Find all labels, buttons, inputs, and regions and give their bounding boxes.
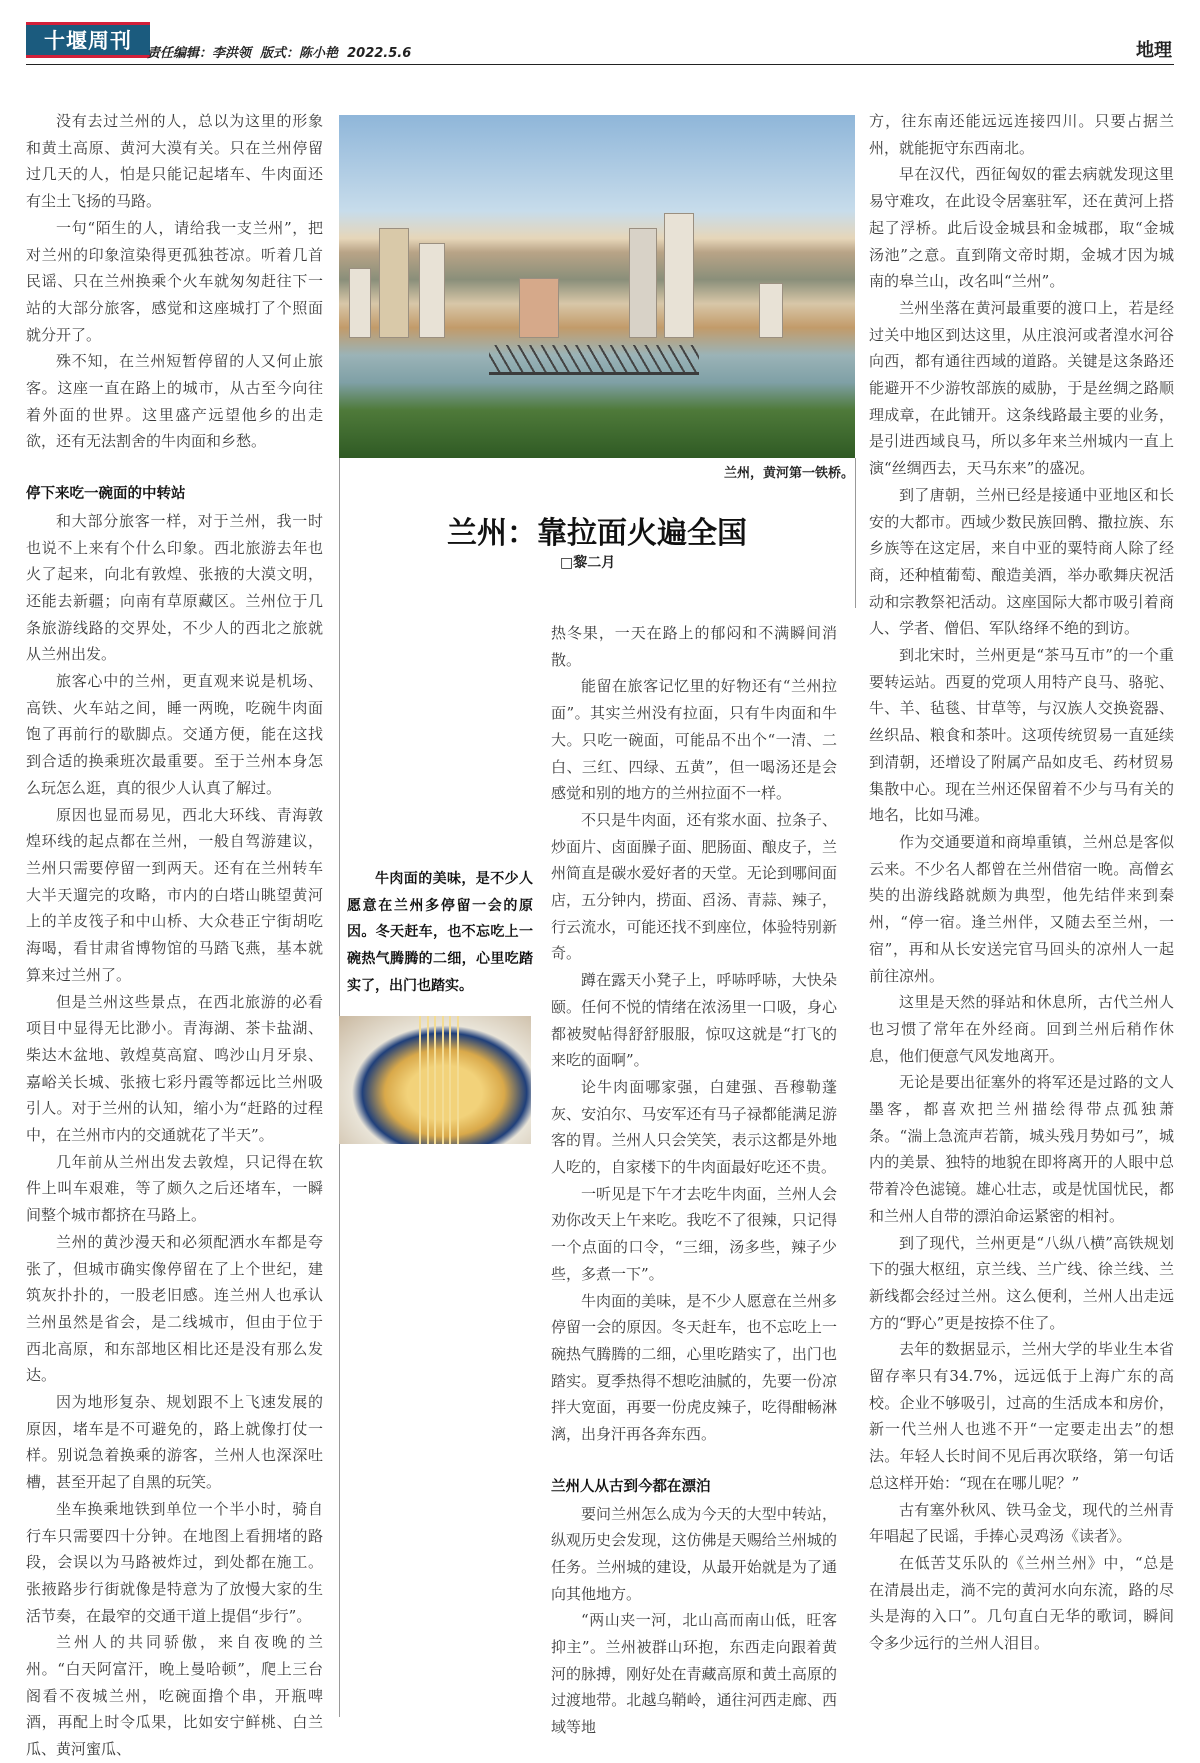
paragraph: 到北宋时，兰州更是“茶马互市”的一个重要转运站。西夏的党项人用特产良马、骆驼、牛、羊、毡毯、甘草等，与汉族人交换瓷器、丝织品、粮食和茶叶。这项传统贸易一直延续到清朝，还增设了附属产品如皮毛、药材贸易集散中心。现在兰州还保留着不少与马有关的地名，比如马滩。: [869, 646, 1174, 825]
paragraph: 到了现代，兰州更是“八纵八横”高铁规划下的强大枢纽，京兰线、兰广线、徐兰线、兰新线都会经过兰州。这么便利，兰州人出走远方的“野心”更是按捺不住了。: [869, 1233, 1174, 1332]
paragraph: 方，往东南还能远远连接四川。只要占据兰州，就能扼守东西南北。: [869, 112, 1174, 157]
photo-caption: 兰州，黄河第一铁桥。: [723, 466, 854, 481]
masthead-title: 十堰周刊: [44, 28, 132, 53]
paragraph: 不只是牛肉面，还有浆水面、拉条子、炒面片、卤面臊子面、肥肠面、酿皮子，兰州简直是碳水爱好者的天堂。无论到哪间面店，五分钟内，捞面、舀汤、青蒜、辣子，行云流水，可能还找不到座位，体验特别新奇。: [551, 810, 837, 963]
paragraph: 这里是天然的驿站和休息所，古代兰州人也习惯了常年在外经商。回到兰州后稍作休息，他们便意气风发地离开。: [869, 993, 1174, 1065]
paragraph: 去年的数据显示，兰州大学的毕业生本省留存率只有34.7%，远远低于上海广东的高校。企业不够吸引，过高的生活成本和房价，新一代兰州人也逃不开“一定要走出去”的想法。年轻人长时间不见后再次联络，第一句话总这样开始：“现在在哪儿呢？”: [869, 1340, 1174, 1492]
paragraph: 坐车换乘地铁到单位一个半小时，骑自行车只需要四十分钟。在地图上看拥堵的路段，会误以为马路被炸过，到处都在施工。张掖路步行街就像是特意为了放慢大家的生活节奏，在最窄的交通干道上提倡“步行”。: [26, 1499, 323, 1625]
paragraph: 早在汉代，西征匈奴的霍去病就发现这里易守难攻，在此设令居塞驻军，还在黄河上搭起了浮桥。此后设金城县和金城郡，取“金城汤池”之意。直到隋文帝时期，金城才因为城南的皋兰山，改名叫“兰州”。: [869, 165, 1174, 291]
lanzhou-bridge-photo: [339, 115, 855, 458]
paragraph: 旅客心中的兰州，更直观来说是机场、高铁、火车站之间，睡一两晚，吃碗牛肉面饱了再前行的歇脚点。交通方便，能在这找到合适的换乘班次最重要。至于兰州本身怎么玩怎么逛，真的很少人认真了解过。: [26, 672, 323, 797]
paragraph: 兰州坐落在黄河最重要的渡口上，若是经过关中地区到达这里，从庄浪河或者湟水河谷向西，都有通往西域的道路。关键是这条路还能避开不少游牧部族的威胁，于是丝绸之路顺理成章，在此铺开。这条线路最主要的业务，是引进西域良马，所以多年来兰州城内一直上演“丝绸西去，天马东来”的盛况。: [869, 298, 1174, 478]
paragraph: “两山夹一河，北山高而南山低，旺客抑主”。兰州被群山环抱，东西走向跟着黄河的脉搏，刚好处在青藏高原和黄土高原的过渡地带。北越乌鞘岭，通往河西走廊、西域等地: [551, 1611, 837, 1737]
paragraph: 无论是要出征塞外的将军还是过路的文人墨客，都喜欢把兰州描绘得带点孤独萧条。“湍上急流声若箭，城头残月势如弓”，城内的美景、独特的地貌在即将离开的人眼中总带着冷色滤镜。雄心壮志，或是忧国忧民，都和兰州人自带的漂泊命运紧密的相衬。: [869, 1073, 1174, 1225]
column-left: [26, 108, 323, 1763]
beef-noodle-photo: [339, 1016, 531, 1144]
paragraph: 和大部分旅客一样，对于兰州，我一时也说不上来有个什么印象。西北旅游去年也火了起来，向北有敦煌、张掖的大漠文明，还能去新疆；向南有草原藏区。兰州位于几条旅游线路的交界处，不少人的西北之旅就从兰州出发。: [26, 511, 323, 664]
paragraph: 没有去过兰州的人，总以为这里的形象和黄土高原、黄河大漠有关。只在兰州停留过几天的人，怕是只能记起堵车、牛肉面还有尘土飞扬的马路。: [26, 112, 323, 211]
paragraph: 要问兰州怎么成为今天的大型中转站，纵观历史会发现，这仿佛是天赐给兰州城的任务。兰州城的建设，从最开始就是为了通向其他地方。: [551, 1504, 837, 1603]
paragraph: 兰州的黄沙漫天和必须配洒水车都是夸张了，但城市确实像停留在了上个世纪，建筑灰扑扑的，一股老旧感。连兰州人也承认兰州虽然是省会，是二线城市，但由于位于西北高原，和东部地区相比还是没有那么发达。: [26, 1232, 323, 1385]
byline: □黎二月: [560, 555, 616, 571]
paragraph: 原因也显而易见，西北大环线、青海敦煌环线的起点都在兰州，一般自驾游建议，兰州只需要停留一到两天。还有在兰州转车大半天遛完的攻略，市内的白塔山眺望黄河上的羊皮筏子和中山桥、大众巷正宁街胡吃海喝，看甘肃省博物馆的马踏飞燕，基本就算来过兰州了。: [26, 805, 323, 984]
pull-quote: 牛肉面的美味，是不少人愿意在兰州多停留一会的原因。冬天赶车，也不忘吃上一碗热气腾腾的二细，心里吃踏实了，出门也踏实。: [347, 871, 533, 994]
paragraph: 在低苦艾乐队的《兰州兰州》中，“总是在清晨出走，淌不完的黄河水向东流，路的尽头是海的入口”。几句直白无华的歌词，瞬间令多少远行的兰州人泪目。: [869, 1553, 1174, 1653]
paragraph: 论牛肉面哪家强，白建强、吾穆勒蓬灰、安泊尔、马安军还有马子禄都能满足游客的胃。兰州人只会笑笑，表示这都是外地人吃的，自家楼下的牛肉面最好吃还不贵。: [551, 1077, 837, 1177]
paragraph: 牛肉面的美味，是不少人愿意在兰州多停留一会的原因。冬天赶车，也不忘吃上一碗热气腾腾的二细，心里吃踏实了，出门也踏实。夏季热得不想吃油腻的，先要一份凉拌大宽面，再要一份虎皮辣子，吃得酣畅淋漓，出身汗再各奔东西。: [551, 1291, 837, 1444]
paragraph: 但是兰州这些景点，在西北旅游的必看项目中显得无比渺小。青海湖、茶卡盐湖、柴达木盆地、敦煌莫高窟、鸣沙山月牙泉、嘉峪关长城、张掖七彩丹霞等都远比兰州吸引人。对于兰州的认知，缩小为“赶路的过程中，在兰州市内的交通就花了半天”。: [26, 992, 323, 1145]
editor-credits: 责任编辑：李洪领 版式：陈小艳 2022.5.6: [147, 46, 412, 61]
section-label: 地理: [1136, 40, 1172, 61]
paragraph: 作为交通要道和商埠重镇，兰州总是客似云来。不少名人都曾在兰州借宿一晚。高僧玄奘的出游线路就颇为典型，他先结伴来到秦州，“停一宿。逢兰州伴，又随去至兰州，一宿”，再和从长安送完官马回头的凉州人一起前往凉州。: [869, 832, 1174, 985]
paragraph: 几年前从兰州出发去敦煌，只记得在软件上叫车艰难，等了颇久之后还堵车，一瞬间整个城市都挤在马路上。: [26, 1152, 323, 1225]
article-title: 兰州：靠拉面火遍全国: [447, 516, 747, 551]
paragraph: 能留在旅客记忆里的好物还有“兰州拉面”。其实兰州没有拉面，只有牛肉面和牛大。只吃一碗面，可能品不出个“一清、二白、三红、四绿、五黄”，但一喝汤还是会感觉和别的地方的兰州拉面不一样。: [551, 677, 837, 803]
paragraph: 蹲在露天小凳子上，呼哧呼哧，大快朵颐。任何不悦的情绪在浓汤里一口吸，身心都被熨帖得舒舒服服，惊叹这就是“打飞的来吃的面啊”。: [551, 971, 837, 1070]
column-divider: [855, 458, 856, 608]
paragraph: 古有塞外秋风、铁马金戈，现代的兰州青年唱起了民谣，手捧心灵鸡汤《读者》。: [869, 1500, 1174, 1546]
header-rule: [26, 64, 1174, 65]
column-middle: [551, 620, 837, 1741]
masthead-logo: [26, 22, 150, 58]
paragraph: 一句“陌生的人，请给我一支兰州”，把对兰州的印象渲染得更孤独苍凉。听着几首民谣、只在兰州换乘个火车就匆匆赶往下一站的大部分旅客，感觉和这座城打了个照面就分开了。: [26, 218, 323, 344]
subheading: 停下来吃一碗面的中转站: [26, 486, 186, 503]
paragraph: 兰州人的共同骄傲，来自夜晚的兰州。“白天阿富汗，晚上曼哈顿”，爬上三台阁看不夜城兰州，吃碗面撸个串，开瓶啤酒，再配上时令瓜果，比如安宁鲜桃、白兰瓜、黄河蜜瓜、: [26, 1633, 323, 1759]
paragraph: 到了唐朝，兰州已经是接通中亚地区和长安的大都市。西域少数民族回鹘、撒拉族、东乡族等在这定居，来自中亚的粟特商人除了经商，还种植葡萄、酿造美酒，举办歌舞庆祝活动和宗教祭祀活动。这座国际大都市吸引着商人、学者、僧侣、军队络绎不绝的到访。: [869, 485, 1174, 638]
paragraph: 一听见是下午才去吃牛肉面，兰州人会劝你改天上午来吃。我吃不了很辣，只记得一个点面的口令，“三细，汤多些，辣子少些，多煮一下”。: [551, 1184, 837, 1283]
iron-bridge: [489, 345, 699, 375]
paragraph: 因为地形复杂、规划跟不上飞速发展的原因，堵车是不可避免的，路上就像打仗一样。别说急着换乘的游客，兰州人也深深吐槽，甚至开起了自黑的玩笑。: [26, 1393, 323, 1492]
paragraph: 热冬果，一天在路上的郁闷和不满瞬间消散。: [551, 624, 837, 669]
subheading: 兰州人从古到今都在漂泊: [551, 1478, 711, 1495]
paragraph: 殊不知，在兰州短暂停留的人又何止旅客。这座一直在路上的城市，从古至今向往着外面的世界。这里盛产远望他乡的出走欲，还有无法割舍的牛肉面和乡愁。: [26, 352, 323, 451]
column-right: [869, 108, 1174, 1657]
